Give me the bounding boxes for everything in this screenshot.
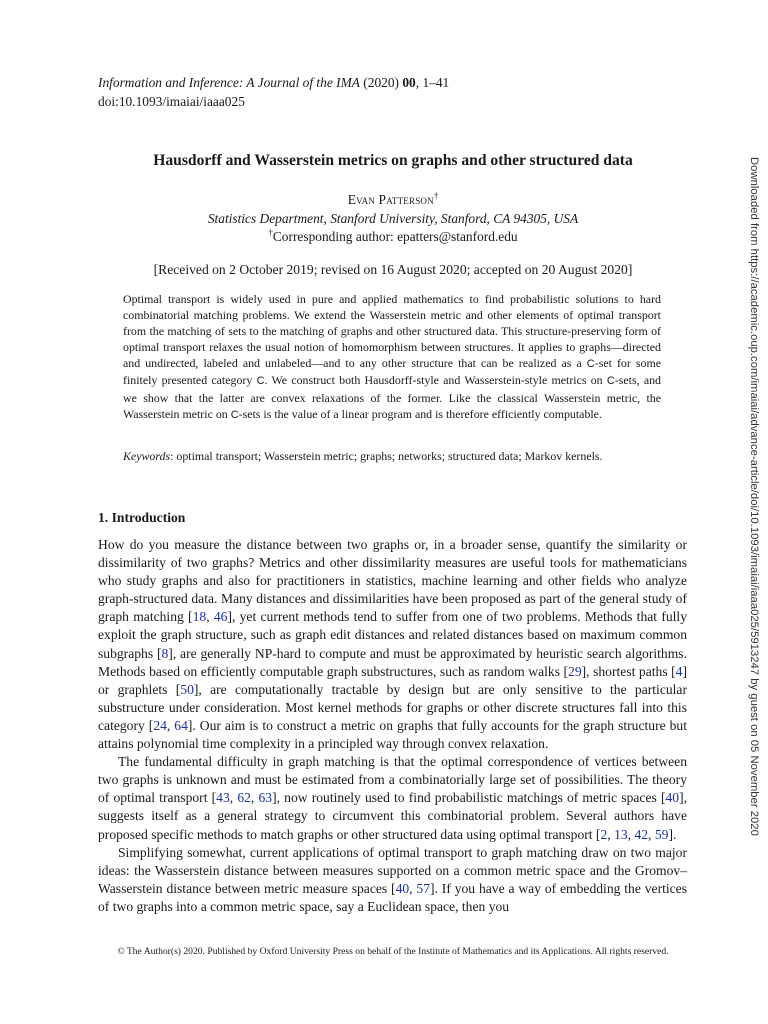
download-watermark: Downloaded from https://academic.oup.com/imaiai/advance-article/doi/10.1093/imaiai/iaaa025/5913247 by guest on 05 November 2020 [748, 157, 760, 836]
citation-link[interactable]: 18 [192, 609, 207, 625]
abstract-text: Optimal transport is widely used in pure and applied mathematics to find probabilistic solutions to hard combinatorial matching problems. We extend the Wasserstein metric and other elements of optimal transport from the matching of sets to the matching of graphs and other structured data. This structure-preserving form of optimal transport relaxes the usual notion of homomorphism between structures. It applies to graphs—directed and undirected, labeled and unlabeled—and to any other structure that can be realized as a [123, 292, 661, 371]
text-run: , [409, 880, 417, 896]
text-run: Simplifying somewhat, current applications of optimal transport to graph matching draw on two major ideas: the Wasserstein distance between measures supported on a common metric space and the Gromov–Wasserstein distance between metric measure spaces [ [98, 844, 687, 896]
corresponding-author [98, 228, 688, 247]
text-run: , [648, 826, 655, 842]
text-run: ]. If you have a way of embedding the vertices of two graphs into a common metric space, say a Euclidean space, then you [98, 880, 688, 914]
journal-volume: 00 [402, 75, 416, 90]
author-block [98, 191, 688, 247]
text-run: ], suggests itself as a general strategy to circumvent this combinatorial problem. Several authors have proposed specific methods to match graphs or other structured data using optimal transport [ [98, 790, 688, 842]
citation-link[interactable]: 40 [395, 880, 410, 896]
keywords-text: : optimal transport; Wasserstein metric; graphs; networks; structured data; Markov kernels. [170, 449, 603, 463]
paragraph [98, 536, 687, 753]
text-run: ], yet current methods tend to suffer from one of two problems. Methods that fully exploit the graph structure, such as graph edit distances and related distances based on maximum common subgraphs [ [98, 609, 688, 661]
citation-link[interactable]: 40 [665, 790, 680, 806]
text-run: ] or graphlets [ [98, 663, 687, 697]
text-run: ], shortest paths [ [581, 663, 676, 679]
section-heading-introduction: 1. Introduction [98, 510, 186, 525]
text-run: , [627, 826, 635, 842]
doi: doi:10.1093/imaiai/iaaa025 [98, 94, 245, 109]
abstract-text: -sets is the value of a linear program and is therefore efficiently computable. [238, 406, 602, 421]
citation-link[interactable]: 62 [237, 790, 251, 806]
text-run: ], now routinely used to find probabilistic matchings of metric spaces [ [272, 790, 666, 806]
citation-link[interactable]: 13 [614, 826, 628, 842]
introduction-body [98, 536, 687, 916]
citation-link[interactable]: 4 [675, 663, 683, 679]
category-symbol: C [256, 375, 265, 388]
text-run: , [166, 717, 175, 733]
text-run: , [229, 790, 238, 806]
author-mark: † [433, 190, 439, 201]
paper-title: Hausdorff and Wasserstein metrics on graphs and other structured data [153, 152, 633, 169]
citation-link[interactable]: 46 [213, 609, 228, 625]
abstract-text: -set for some finitely presented category [123, 356, 662, 388]
keywords-label: Keywords [123, 449, 171, 463]
citation-link[interactable]: 63 [258, 790, 273, 806]
text-run: ]. [668, 826, 677, 842]
copyright-footer: © The Author(s) 2020. Published by Oxford University Press on behalf of the Institute of Mathematics and its Applications. All rights reserved. [117, 946, 669, 957]
journal-pages: , 1–41 [415, 75, 450, 90]
category-symbol: C [586, 358, 595, 371]
abstract-text: . We construct both Hausdorff-style and Wasserstein-style metrics on [264, 373, 607, 388]
journal-name: Information and Inference: A Journal of the IMA [98, 75, 360, 90]
category-symbol: C [606, 375, 615, 388]
journal-year: (2020) [363, 75, 399, 90]
received-dates: [Received on 2 October 2019; revised on 16 August 2020; accepted on 20 August 2020] [153, 262, 633, 277]
corresponding-text: Corresponding author: epatters@stanford.edu [272, 229, 518, 244]
text-run: ], are generally NP-hard to compute and must be approximated by heuristic search algorithms. Methods based on efficiently computable graph substructures, such as random walks [ [98, 645, 687, 679]
paragraph [98, 844, 687, 916]
category-symbol: C [230, 408, 239, 421]
text-run: , [206, 609, 214, 625]
citation-link[interactable]: 2 [600, 826, 608, 842]
abstract [123, 291, 661, 423]
journal-header [98, 73, 449, 111]
citation-link[interactable]: 42 [634, 826, 649, 842]
abstract-text: -sets, and we show that the latter are convex relaxations of the former. Like the classical Wasserstein metric, the Wasserstein metric on [123, 373, 661, 421]
text-run: ], are computationally tractable by design but are only sensitive to the particular substructure under consideration. Most kernel methods for graphs or other discrete structures fall into this category [ [98, 681, 687, 733]
citation-link[interactable]: 50 [180, 681, 194, 697]
citation-link[interactable]: 64 [174, 717, 188, 733]
author-name: Evan Patterson [347, 192, 434, 207]
text-run: , [250, 790, 259, 806]
citation-link[interactable]: 57 [416, 880, 431, 896]
corresponding-mark: † [268, 227, 273, 238]
citation-link[interactable]: 29 [568, 663, 582, 679]
journal-citation [98, 73, 449, 92]
citation-link[interactable]: 59 [654, 826, 669, 842]
text-run: The fundamental difficulty in graph matching is that the optimal correspondence of vertices between two graphs is unknown and must be estimated from a combinatorially large set of possibilities. The theory of optimal transport [ [98, 754, 687, 806]
text-run: , [607, 826, 615, 842]
citation-link[interactable]: 43 [216, 790, 230, 806]
author-affiliation: Statistics Department, Stanford University, Stanford, CA 94305, USA [207, 210, 579, 226]
text-run: ]. Our aim is to construct a metric on graphs that fully accounts for the graph structure but attains polynomial time complexity in a principled way through convex relaxation. [98, 717, 687, 752]
citation-link[interactable]: 24 [153, 717, 167, 733]
paragraph [98, 753, 687, 843]
citation-link[interactable]: 8 [161, 645, 169, 661]
keywords [123, 449, 683, 464]
text-run: How do you measure the distance between two graphs or, in a broader sense, quantify the similarity or dissimilarity of two graphs? Metrics and other dissimilarity measures are useful tools for mathematicians who study graphs and also for practitioners in statistics, machine learning and other fields who analyze graph-structured data. Many distances and dissimilarities have been proposed as part of the general study of graph matching [ [98, 537, 687, 625]
